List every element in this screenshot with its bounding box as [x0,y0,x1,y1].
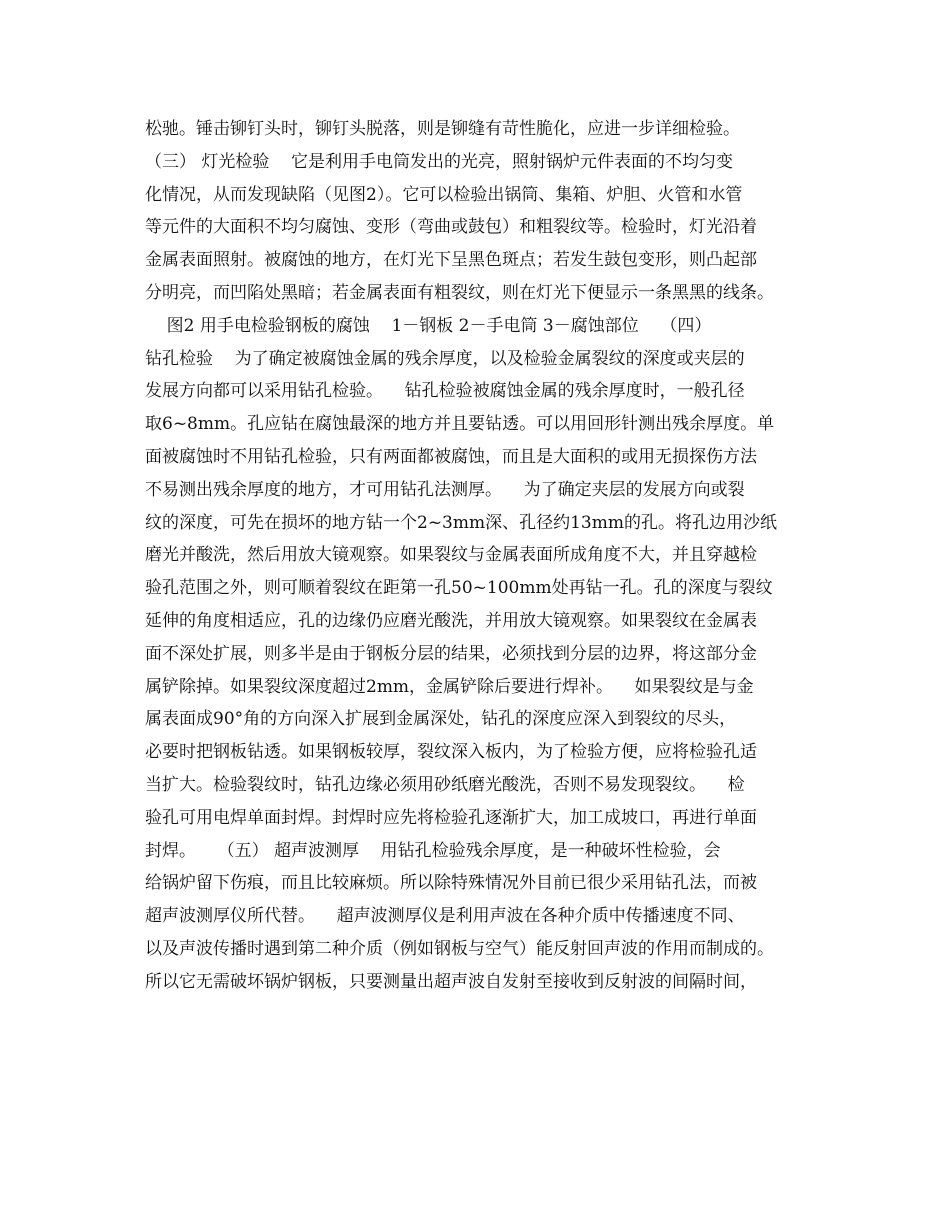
text-line: 纹的深度，可先在损坏的地方钻一个2~3mm深、孔径约13mm的孔。将孔边用沙纸 [145,512,777,533]
body-text [145,113,835,999]
text-line: 不易测出残余厚度的地方，才可用钻孔法测厚。 为了确定夹层的发展方向或裂 [145,479,745,500]
text-line: 松驰。锤击铆钉头时，铆钉头脱落，则是铆缝有苛性脆化，应进一步详细检验。 [145,119,740,139]
text-line: 验孔可用电焊单面封焊。封焊时应先将检验孔逐渐扩大，加工成坡口，再进行单面 [145,807,757,828]
text-line: 必要时把钢板钻透。如果钢板较厚，裂纹深入板内，为了检验方便，应将检验孔适 [145,742,757,763]
text-line: 面被腐蚀时不用钻孔检验，只有两面都被腐蚀，而且是大面积的或用无损探伤方法 [145,446,757,467]
text-line: 化情况，从而发现缺陷（见图2）。它可以检验出锅筒、集箱、炉胆、火管和水管 [145,184,743,205]
text-line: 钻孔检验 为了确定被腐蚀金属的残余厚度，以及检验金属裂纹的深度或夹层的 [145,348,745,369]
text-line: 延伸的角度相适应，孔的边缘仍应磨光酸洗，并用放大镜观察。如果裂纹在金属表 [145,610,757,631]
text-line: 取6~8mm。孔应钻在腐蚀最深的地方并且要钻透。可以用回形针测出残余厚度。单 [145,414,775,435]
text-line: 属表面成90°角的方向深入扩展到金属深处，钻孔的深度应深入到裂纹的尽头， [145,709,737,730]
text-line: 面不深处扩展，则多半是由于钢板分层的结果，必须找到分层的边界，将这部分金 [145,643,757,664]
text-line: 当扩大。检验裂纹时，钻孔边缘必须用砂纸磨光酸洗，否则不易发现裂纹。 检 [145,774,745,795]
text-line: 金属表面照射。被腐蚀的地方，在灯光下呈黑色斑点；若发生鼓包变形，则凸起部 [145,250,757,271]
text-line: 磨光并酸洗，然后用放大镜观察。如果裂纹与金属表面所成角度不大，并且穿越检 [145,545,757,566]
text-line: 属铲除掉。如果裂纹深度超过2mm，金属铲除后要进行焊补。 如果裂纹是与金 [145,676,754,697]
text-line: 所以它无需破坏锅炉钢板，只要测量出超声波自发射至接收到反射波的间隔时间， [145,971,757,992]
text-line: 以及声波传播时遇到第二种介质（例如钢板与空气）能反射回声波的作用而制成的。 [145,938,774,959]
text-line: 等元件的大面积不均匀腐蚀、变形（弯曲或鼓包）和粗裂纹等。检验时，灯光沿着 [145,217,757,238]
text-line: 封焊。 （五） 超声波测厚 用钻孔检验残余厚度，是一种破坏性检验，会 [145,840,721,861]
text-line: 分明亮，而凹陷处黑暗；若金属表面有粗裂纹，则在灯光下便显示一条黑黑的线条。 [145,282,774,303]
text-line: 发展方向都可以采用钻孔检验。 钻孔检验被腐蚀金属的残余厚度时，一般孔径 [145,381,745,402]
text-line: （三） 灯光检验 它是利用手电筒发出的光亮，照射锅炉元件表面的不均匀变 [145,151,734,172]
text-line: 超声波测厚仪所代替。 超声波测厚仪是利用声波在各种介质中传播速度不同、 [145,906,745,927]
text-line: 给锅炉留下伤痕，而且比较麻烦。所以除特殊情况外目前已很少采用钻孔法，而被 [145,873,757,894]
text-line: 验孔范围之外，则可顺着裂纹在距第一孔50~100mm处再钻一孔。孔的深度与裂纹 [145,578,773,599]
figure-caption-line: 图2 用手电检验钢板的腐蚀 1－钢板 2－手电筒 3－腐蚀部位 （四） [145,315,712,336]
